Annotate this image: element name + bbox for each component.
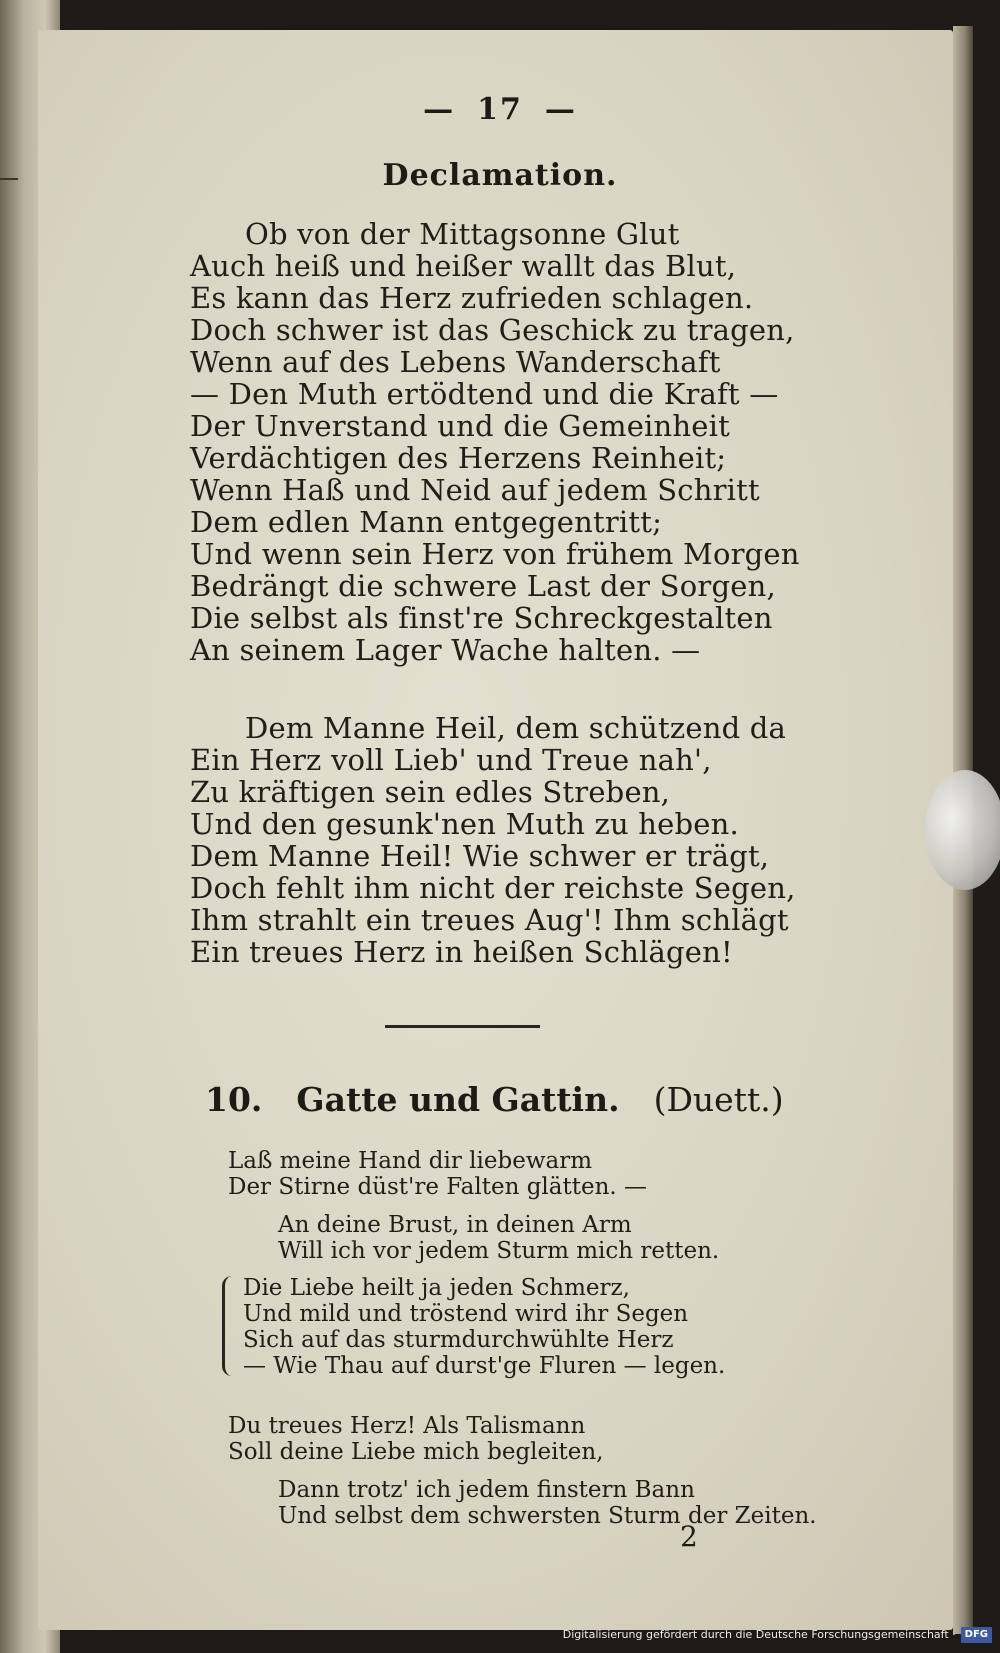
verse-line: Und selbst dem schwersten Sturm der Zeiten. (278, 1503, 817, 1529)
section-divider (385, 1025, 540, 1028)
stanza-line: Doch fehlt ihm nicht der reichste Segen, (190, 871, 796, 905)
stanza-line: Bedrängt die schwere Last der Sorgen, (190, 569, 776, 603)
verse-4 (228, 1413, 603, 1465)
verse-5 (278, 1477, 817, 1529)
header-dash-right: — (544, 92, 577, 127)
chorus-brace (222, 1276, 237, 1376)
verse-2 (278, 1212, 719, 1264)
stanza-line: Der Unverstand und die Gemeinheit (190, 409, 730, 443)
footer-text: Digitalisierung gefördert durch die Deutsche Forschungsgemeinschaft · (562, 1628, 956, 1641)
page-number: 17 (477, 92, 523, 127)
verse-line: — Wie Thau auf durst'ge Fluren — legen. (243, 1353, 726, 1379)
dfg-logo-badge: DFG (961, 1627, 992, 1643)
verse-line: Dann trotz' ich jedem finstern Bann (278, 1477, 695, 1503)
stanza-line: Ein Herz voll Lieb' und Treue nah', (190, 743, 712, 777)
song-name: Gatte und Gattin. (296, 1080, 620, 1119)
stanza-line: Die selbst als finst're Schreckgestalten (190, 601, 773, 635)
verse-line: Will ich vor jedem Sturm mich retten. (278, 1238, 720, 1264)
stanza-line: Wenn auf des Lebens Wanderschaft (190, 345, 721, 379)
signature-mark: 2 (680, 1520, 698, 1553)
stanza-line: Ein treues Herz in heißen Schlägen! (190, 935, 733, 969)
song-form: (Duett.) (653, 1080, 784, 1119)
stanza-line: Und den gesunk'nen Muth zu heben. (190, 807, 739, 841)
stanza-line: Ihm strahlt ein treues Aug'! Ihm schlägt (190, 903, 789, 937)
verse-1 (228, 1148, 647, 1200)
page-clip (925, 770, 1000, 890)
verse-line: Soll deine Liebe mich begleiten, (228, 1439, 604, 1465)
verse-line: Du treues Herz! Als Talismann (228, 1413, 586, 1439)
stanza-line: Dem edlen Mann entgegentritt; (190, 505, 663, 539)
stanza-line: Und wenn sein Herz von frühem Morgen (190, 537, 800, 571)
verse-line: Sich auf das sturmdurchwühlte Herz (243, 1327, 674, 1353)
song-number: 10. (205, 1080, 263, 1119)
stanza-line: Doch schwer ist das Geschick zu tragen, (190, 313, 795, 347)
stanza-line: Verdächtigen des Herzens Reinheit; (190, 441, 727, 475)
stanza-1 (190, 218, 800, 666)
stanza-line: Ob von der Mittagsonne Glut (245, 217, 680, 251)
stanza-2 (190, 712, 796, 968)
section-title: Declamation. (382, 158, 618, 193)
funding-footer (563, 1625, 992, 1645)
stanza-line: Zu kräftigen sein edles Streben, (190, 775, 671, 809)
song-heading (205, 1080, 784, 1119)
verse-line: Die Liebe heilt ja jeden Schmerz, (243, 1275, 630, 1301)
header-dash-left: — (423, 92, 456, 127)
page-header (0, 92, 1000, 127)
stanza-line: — Den Muth ertödtend und die Kraft — (190, 377, 779, 411)
stanza-line: Wenn Haß und Neid auf jedem Schritt (190, 473, 760, 507)
verse-line: Laß meine Hand dir liebewarm (228, 1148, 593, 1174)
verse-line: Der Stirne düst're Falten glätten. — (228, 1174, 648, 1200)
stanza-line: Auch heiß und heißer wallt das Blut, (190, 249, 737, 283)
verse-line: An deine Brust, in deinen Arm (278, 1212, 632, 1238)
verse-line: Und mild und tröstend wird ihr Segen (243, 1301, 689, 1327)
stanza-line: Dem Manne Heil! Wie schwer er trägt, (190, 839, 770, 873)
verse-3 (243, 1275, 725, 1379)
stanza-line: An seinem Lager Wache halten. — (190, 633, 701, 667)
stanza-line: Dem Manne Heil, dem schützend da (245, 711, 787, 745)
stanza-line: Es kann das Herz zufrieden schlagen. (190, 281, 754, 315)
